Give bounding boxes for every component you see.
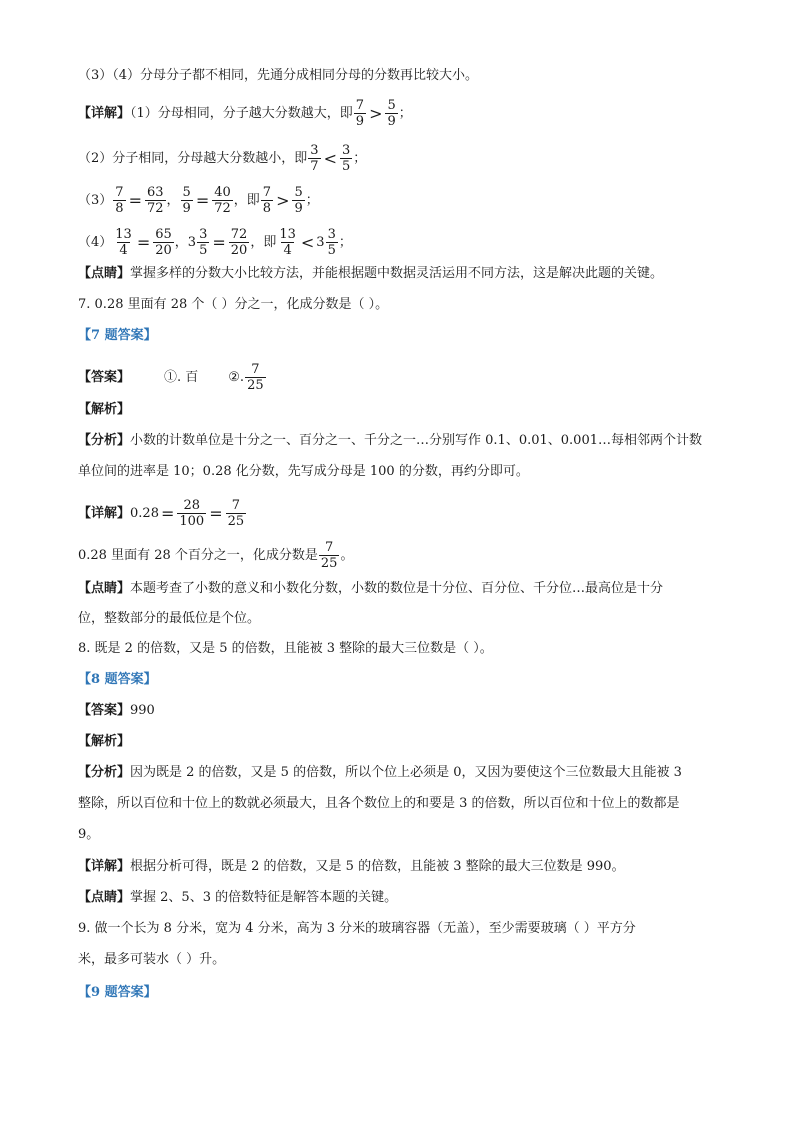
fraction: $\frac{7}{9}$ (355, 98, 365, 129)
text-line: （4） $\frac{13}{4}$ = $\frac{65}{20}$ ，3 $\frac{3}{5}$ = $\frac{72}{20}$ ，即 $\frac{13}{4}$ < 3 $\frac{3}{5}$ ； (78, 227, 352, 258)
answer-header-8: 【8 题答案】 (78, 672, 157, 687)
text-line: 【点睛】掌握 2、5、3 的倍数特征是解答本题的关键。 (78, 890, 398, 905)
answer-line-7: 【答案】 ①. 百 ②. $\frac{7}{25}$ (78, 362, 264, 393)
fraction: $\frac{5}{9}$ (294, 185, 303, 216)
answer-header-9: 【9 题答案】 (78, 985, 157, 1000)
line-text: （1）分母相同，分子越大分数越大，即 (130, 106, 353, 121)
fraction: $\frac{28}{100}$ (179, 498, 205, 529)
text-line: 【点睛】本题考查了小数的意义和小数化分数，小数的数位是十分位、百分位、千分位…最高位是十分 (78, 581, 664, 596)
text-line (78, 66, 724, 86)
fraction: $\frac{3}{5}$ (341, 143, 351, 174)
text-line: 【详解】0.28 = $\frac{28}{100}$ = $\frac{7}{25}$ (78, 498, 245, 529)
text-line: 单位间的进率是 10；0.28 化分数，先写成分母是 100 的分数，再约分即可。 (78, 464, 529, 479)
analysis-label: 【解析】 (78, 402, 131, 417)
text-line: 【详解】根据分析可得，既是 2 的倍数，又是 5 的倍数，且能被 3 整除的最大三位数是 990。 (78, 859, 625, 874)
fraction: $\frac{7}{25}$ (227, 498, 245, 529)
fraction: $\frac{40}{72}$ (214, 185, 231, 216)
text-line: 整除，所以百位和十位上的数就必须最大，且各个数位上的和要是 3 的倍数，所以百位和十位上的数都是 (78, 796, 680, 811)
text-line: 【分析】小数的计数单位是十分之一、百分之一、千分之一…分别写作 0.1、0.01、0.001…每相邻两个计数 (78, 433, 702, 448)
fraction: $\frac{13}{4}$ (115, 227, 132, 258)
answer-header-7: 【7 题答案】 (78, 328, 157, 343)
question-9: 9. 做一个长为 8 分米，宽为 4 分米，高为 3 分米的玻璃容器（无盖），至少需要玻璃（ ）平方分 (78, 921, 636, 936)
greater-than-sign: > (369, 103, 383, 123)
fraction: $\frac{65}{20}$ (155, 227, 172, 258)
fraction: $\frac{3}{5}$ (199, 227, 208, 258)
text-line: 位，整数部分的最低位是个位。 (78, 611, 261, 626)
fraction: $\frac{3}{5}$ (327, 227, 336, 258)
fraction: $\frac{7}{8}$ (115, 185, 124, 216)
text-line: 【详解】（1）分母相同，分子越大分数越大，即 $\frac{7}{9}$ > $\frac{5}{9}$ ； (78, 98, 412, 129)
fraction: $\frac{63}{72}$ (146, 185, 164, 216)
text-line: 0.28 里面有 28 个百分之一，化成分数是 $\frac{7}{25}$ 。 (78, 540, 354, 571)
text-line: 【分析】因为既是 2 的倍数，又是 5 的倍数，所以个位上必须是 0，又因为要使这个三位数最大且能被 3 (78, 765, 682, 780)
section-label-detail: 【详解】 (78, 106, 131, 121)
line-text: （3）（4）分母分子都不相同，先通分成相同分母的分数再比较大小。 (78, 68, 479, 83)
line-text: （2）分子相同，分母越大分数越小，即 (78, 151, 308, 166)
section-label-insight: 【点睛】 (78, 266, 131, 281)
fraction: $\frac{5}{9}$ (387, 98, 396, 129)
mixed-number-whole: 3 (316, 235, 325, 250)
less-than-sign: < (323, 148, 337, 168)
fraction: $\frac{3}{7}$ (310, 143, 319, 174)
text-line: （3） $\frac{7}{8}$ = $\frac{63}{72}$ ， $\frac{5}{9}$ = $\frac{40}{72}$ ，即 $\frac{7}{8}$ > $\frac{5}{9}$ ； (78, 185, 319, 216)
text-line: 【点睛】掌握多样的分数大小比较方法，并能根据题中数据灵活运用不同方法，这是解决此题的关键。 (78, 266, 664, 281)
fraction: $\frac{7}{25}$ (320, 540, 338, 571)
text-line: （2）分子相同，分母越大分数越小，即 $\frac{3}{7}$ < $\frac{3}{5}$ ； (78, 143, 367, 174)
fraction: $\frac{13}{4}$ (279, 227, 296, 258)
analysis-label: 【解析】 (78, 734, 131, 749)
answer-line-8: 【答案】990 (78, 703, 155, 718)
fraction: $\frac{5}{9}$ (182, 185, 191, 216)
question-9-cont: 米，最多可装水（ ）升。 (78, 952, 226, 967)
fraction: $\frac{72}{20}$ (230, 227, 248, 258)
text-line: 9。 (78, 827, 100, 842)
question-7: 7. 0.28 里面有 28 个（ ）分之一，化成分数是（ ）。 (78, 297, 389, 312)
fraction: $\frac{7}{8}$ (262, 185, 272, 216)
fraction: $\frac{7}{25}$ (247, 362, 264, 393)
question-8: 8. 既是 2 的倍数，又是 5 的倍数，且能被 3 整除的最大三位数是（ ）。 (78, 641, 493, 656)
mixed-number-whole: 3 (187, 235, 197, 250)
